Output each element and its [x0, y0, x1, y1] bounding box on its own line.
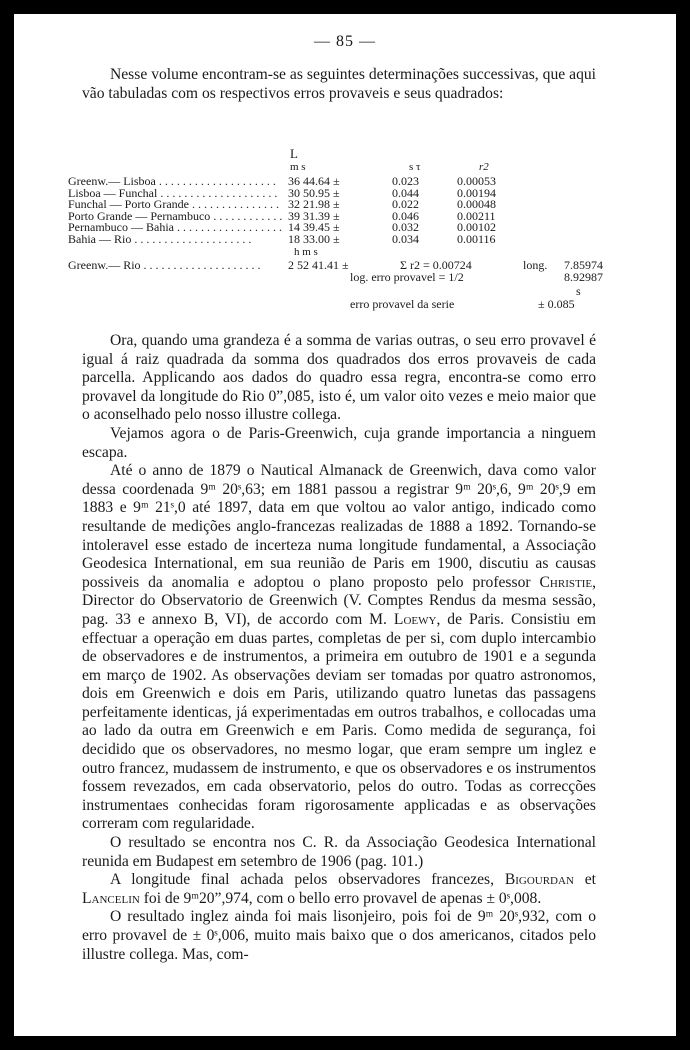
error-squared: 0.00211: [457, 208, 496, 223]
error-squared: 0.00102: [457, 220, 496, 235]
book-page: [14, 14, 676, 1036]
seconds-unit: s: [576, 284, 581, 298]
route-name: Funchal — Porto Grande . . .: [68, 199, 282, 211]
probable-error: 0.034: [392, 231, 419, 246]
longitude-value: 39 31.39 ±: [288, 208, 340, 223]
body-text: [82, 332, 596, 964]
probable-error: 0.022: [392, 197, 419, 212]
paragraph-text: foi de 9ᵐ20”,974, com o bello erro provavel de apenas ± 0ˢ,008.: [143, 889, 542, 907]
error-squared: 0.00194: [457, 185, 496, 200]
paragraph: [82, 462, 596, 834]
error-squared: 0.00053: [457, 174, 496, 188]
col-header-L: L: [290, 146, 298, 161]
person-name: Bigourdan: [504, 871, 574, 889]
probable-error: 0.032: [392, 220, 419, 235]
longitude-value: 32 21.98 ±: [288, 197, 340, 212]
paragraph-text: , Director do Observatorio de Greenwich (V. Comptes Rendus da mesma sessão, pag. 33 e annexo B, VI), de accordo com M.: [82, 573, 596, 628]
error-squared: 0.00048: [457, 197, 496, 212]
route-name: Bahia — Rio . . .: [68, 234, 282, 246]
table-rows: [68, 176, 608, 246]
intro-paragraph: [82, 66, 596, 103]
total-units: h m s: [294, 246, 318, 258]
route-name: Pernambuco — Bahia . . .: [68, 222, 282, 234]
sum-squares: Σ r2 = 0.00724: [400, 258, 472, 272]
paragraph-text: A longitude final achada pelos observadores francezes,: [110, 871, 494, 889]
person-name: Christie: [539, 573, 593, 591]
total-longitude: 2 52 41.41 ±: [288, 258, 349, 272]
paragraph: Ora, quando uma grandeza é a somma de varias outras, o seu erro provavel é igual á raiz quadrada da somma dos quadrados dos erros provaveis de cada parcella. Applicando aos dados do quadro essa regra, encontra-se como erro provavel da longitude do Rio 0”,085, isto é, um valor oito vezes e meio maior que o aconselhado pelo nosso illustre collega.: [82, 332, 596, 424]
probable-error: 0.046: [392, 208, 419, 223]
long-value-1: 7.85974: [564, 258, 603, 272]
long-value-2: 8.92987: [564, 270, 603, 284]
page-number: — 85 —: [314, 33, 376, 50]
paragraph-text: et: [584, 871, 596, 889]
paragraph: O resultado se encontra nos C. R. da Associação Geodesica International reunida em Budapest em setembro de 1906 (pag. 101.): [82, 834, 596, 870]
error-squared: 0.00116: [457, 231, 496, 246]
route-name: Porto Grande — Pernambuco . . .: [68, 211, 282, 223]
longitude-value: 36 44.64 ±: [288, 174, 340, 188]
probable-error: 0.023: [392, 174, 419, 188]
total-route: Greenw.— Rio . . .: [68, 260, 282, 272]
col-header-sigma: s τ: [409, 161, 421, 173]
paragraph-text: , de Paris. Consistiu em effectuar a operação em duas partes, completas de per si, com duplo intercambio de observadores e de instrumentos, a primeira em outubro de 1901 e a segunda em março de 1902. As observações deviam ser tomadas por quatro astronomos, dois em Greenwich e dois em Paris, utilizando quatro lunetas das passagens perfeitamente identicas, já experimentadas em outros trabalhos, e collocadas uma ao lado da outra em Greenwich e em Paris. Como medida de segurança, foi decidido que os observadores, no mesmo logar, que eram sempre um inglez e outro francez, mudassem de instrumento, e que os observadores e os instrumentos fossem revezados, em cada observatorio, pelos do outro. Todas as correcções instrumentaes conhecidas foram rigorosamente applicadas e as observações correram com regularidade.: [82, 610, 596, 833]
person-name: Loewy: [393, 610, 437, 628]
col-header-r2: r2: [479, 161, 489, 173]
longitude-value: 30 50.95 ±: [288, 185, 340, 200]
col-header-ms: m s: [290, 161, 306, 173]
table-row: [68, 231, 608, 246]
paragraph: Vejamos agora o de Paris-Greenwich, cuja grande importancia a ninguem escapa.: [82, 424, 596, 461]
series-error-value: ± 0.085: [538, 297, 575, 311]
person-name: Lancelin: [82, 889, 140, 907]
longitude-value: 18 33.00 ±: [288, 231, 340, 246]
paragraph: O resultado inglez ainda foi mais lisonjeiro, pois foi de 9ᵐ 20ˢ,932, com o erro provavel de ± 0ˢ,006, muito mais baixo que o dos americanos, citados pelo illustre collega. Mas, com-: [82, 908, 596, 963]
probable-error: 0.044: [392, 185, 419, 200]
longitude-value: 14 39.45 ±: [288, 220, 340, 235]
long-label: long.: [523, 258, 548, 272]
route-name: Lisboa — Funchal . . .: [68, 188, 282, 200]
route-name: Greenw.— Lisboa . . .: [68, 176, 282, 188]
log-error-label: log. erro provavel = 1/2: [350, 270, 464, 284]
series-error-label: erro provavel da serie: [350, 297, 455, 311]
paragraph: [82, 871, 596, 908]
paragraph-text: Até o anno de 1879 o Nautical Almanack de Greenwich, dava como valor dessa coordenada 9ᵐ 20ˢ,63; em 1881 passou a registrar 9ᵐ 20ˢ,6, 9ᵐ 20ˢ,9 em 1883 e 9ᵐ 21ˢ,0 até 1897, data em que voltou ao valor antigo, indicado como resultande de medições anglo-francezas realizadas de 1888 a 1892. Tornando-se intoleravel esse estado de incerteza numa longitude fundamental, a Associação Geodesica International, em sua reunião de Paris em 1900, discutiu as causas possiveis da anomalia e adoptou o plano proposto pelo professor: [82, 462, 596, 591]
intro-text: Nesse volume encontram-se as seguintes determinações successivas, que aqui vão tabuladas com os respectivos erros provaveis e seus quadrados:: [82, 66, 596, 102]
